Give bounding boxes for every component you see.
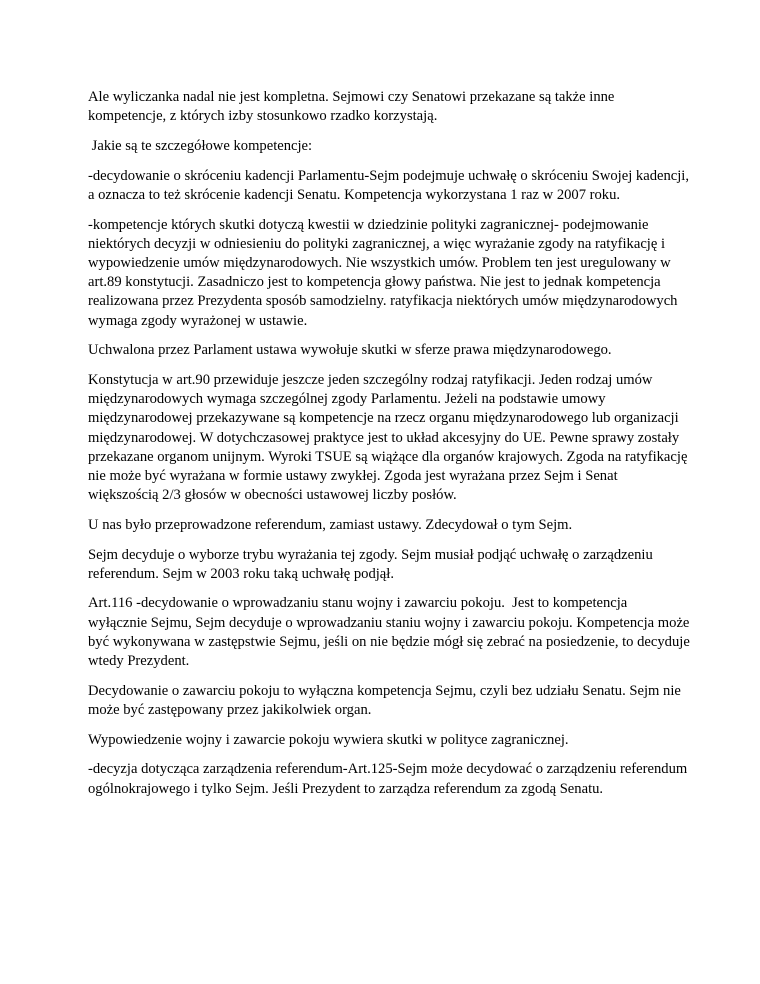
paragraph-art125: -decyzja dotycząca zarządzenia referendum-Art.125-Sejm może decydować o zarządzeniu referendum ogólnokrajowego i tylko Sejm. Jeśli Prezydent to zarządza referendum za zgodą Senatu.: [88, 761, 691, 797]
paragraph-peace: Decydowanie o zawarciu pokoju to wyłączna kompetencja Sejmu, czyli bez udziału Senatu. Sejm nie może być zastępowany przez jakikolwiek organ.: [88, 682, 685, 718]
paragraph-war-declaration: Wypowiedzenie wojny i zawarcie pokoju wywiera skutki w polityce zagranicznej.: [88, 731, 569, 748]
paragraph-intro: Ale wyliczanka nadal nie jest kompletna. Sejmowi czy Senatowi przekazane są także inne kompetencje, z których izby stosunkowo rzadko korzystają.: [88, 89, 619, 125]
paragraph-foreign-policy: -kompetencje których skutki dotyczą kwestii w dziedzinie polityki zagranicznej- podejmowanie niektórych decyzji w odniesieniu do polityki zagranicznej, a więc wyrażanie zgody na ratyfikację i wypowiedzenie umów międzynarodowych. Nie wszystkich umów. Problem ten jest uregulowany w art.89 konstytucji. Zasadniczo jest to kompetencja głowy państwa. Nie jest to jednak kompetencja realizowana przez Prezydenta sposób samodzielny. ratyfikacja niektórych umów międzynarodowych wymaga zgody wyrażonej w ustawie.: [88, 216, 682, 329]
paragraph-art90-ratification: Konstytucja w art.90 przewiduje jeszcze jeden szczególny rodzaj ratyfikacji. Jeden rodzaj umów międzynarodowych wymaga szczególnej zgody Parlamentu. Jeżeli na podstawie umowy międzynarodowej przekazywane są kompetencje na rzecz organu międzynarodowego lub organizacji międzynarodowej. W dotychczasowej praktyce jest to układ akcesyjny do UE. Pewne sprawy zostały przekazane organom unijnym. Wyroki TSUE są wiążące dla organów krajowych. Zgoda na ratyfikację nie może być wyrażana w formie ustawy zwykłej. Zgoda jest wyrażana przez Sejm i Senat większością 2/3 głosów w obecności ustawowej liczby posłów.: [88, 371, 692, 504]
paragraph-term-shortening: -decydowanie o skróceniu kadencji Parlamentu-Sejm podejmuje uchwałę o skróceniu Swojej kadencji, a oznacza to też skrócenie kadencji Senatu. Kompetencja wykorzystana 1 raz w 2007 roku.: [88, 167, 693, 203]
paragraph-referendum: U nas było przeprowadzone referendum, zamiast ustawy. Zdecydował o tym Sejm.: [88, 516, 573, 533]
paragraph-statute-effects: Uchwalona przez Parlament ustawa wywołuje skutki w sferze prawa międzynarodowego.: [88, 342, 612, 359]
paragraph-art116: Art.116 -decydowanie o wprowadzaniu stanu wojny i zawarciu pokoju. Jest to kompetencja wyłącznie Sejmu, Sejm decyduje o wprowadzaniu staniu wojny i zawarciu pokoju. Kompetencja może być wykonywana w zastępstwie Sejmu, jeśli on nie będzie mógł się zebrać na posiedzenie, to decyduje wtedy Prezydent.: [88, 595, 694, 670]
paragraph-question: Jakie są te szczegółowe kompetencje:: [88, 137, 313, 154]
paragraph-consent-mode: Sejm decyduje o wyborze trybu wyrażania tej zgody. Sejm musiał podjąć uchwałę o zarządzeniu referendum. Sejm w 2003 roku taką uchwałę podjął.: [88, 546, 657, 582]
